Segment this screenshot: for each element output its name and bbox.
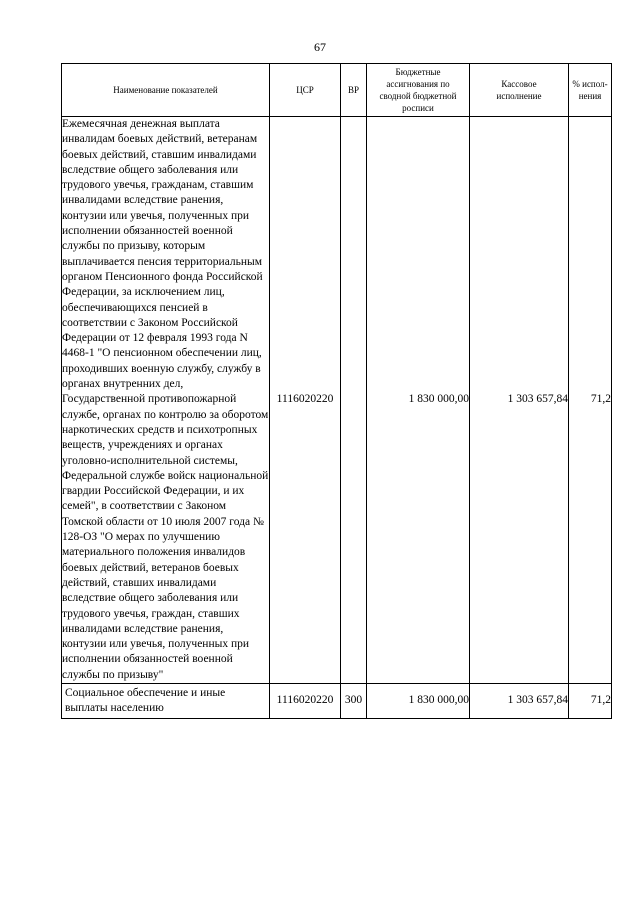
- row-vr: [341, 117, 367, 684]
- table-row: [62, 117, 612, 684]
- row-cash: 1 303 657,84: [470, 683, 569, 718]
- table-header-row: [62, 64, 612, 117]
- row-assignments: 1 830 000,00: [367, 117, 470, 684]
- row-assignments: 1 830 000,00: [367, 683, 470, 718]
- row-vr: 300: [341, 683, 367, 718]
- row-name: Социальное обеспечение и иные выплаты населению: [62, 683, 270, 718]
- header-cash-execution: Кассовое исполнение: [470, 64, 569, 117]
- header-execution-percent: % испол-нения: [569, 64, 612, 117]
- row-percent: 71,2: [569, 117, 612, 684]
- row-percent: 71,2: [569, 683, 612, 718]
- header-budget-assignments: Бюджетные ассигнования по сводной бюджетной росписи: [367, 64, 470, 117]
- header-csr: ЦСР: [270, 64, 341, 117]
- row-name: Ежемесячная денежная выплата инвалидам боевых действий, ветеранам боевых действий, ставшим инвалидами вследствие общего заболевания или трудового увечья, гражданам, ставшим инвалидами вследствие ранения, контузии или увечья, полученных при исполнении обязанностей военной службы по призыву, которым выплачивается пенсия территориальным органом Пенсионного фонда Российской Федерации, за исключением лиц, обеспечивающихся пенсией в соответствии с Законом Российской Федерации от 12 февраля 1993 года N 4468-1 "О пенсионном обеспечении лиц, проходивших военную службу, службу в органах внутренних дел, Государственной противопожарной службе, органах по контролю за оборотом наркотических средств и психотропных веществ, учреждениях и органах уголовно-исполнительной системы, Федеральной службе войск национальной гвардии Российской Федерации, и их семей", в соответствии с Законом Томской области от 10 июля 2007 года № 128-ОЗ "О мерах по улучшению материального положения инвалидов боевых действий, ветеранов боевых действий, ставших инвалидами вследствие общего заболевания или трудового увечья, граждан, ставших инвалидами вследствие ранения, контузии или увечья, полученных при исполнении обязанностей военной службы по призыву": [62, 117, 270, 684]
- row-csr: 1116020220: [270, 683, 341, 718]
- header-indicator-name: Наименование показателей: [62, 64, 270, 117]
- header-vr: ВР: [341, 64, 367, 117]
- row-csr: 1116020220: [270, 117, 341, 684]
- table-row: [62, 683, 612, 718]
- row-cash: 1 303 657,84: [470, 117, 569, 684]
- page-number: 67: [314, 40, 326, 54]
- budget-execution-table: [61, 63, 612, 719]
